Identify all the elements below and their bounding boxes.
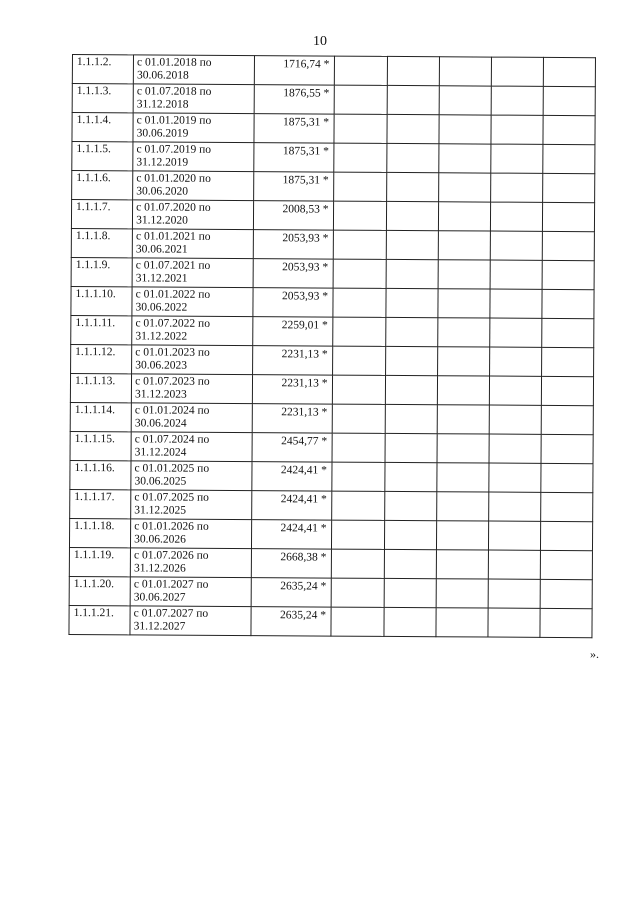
table-row [69,518,592,550]
row-number-cell: 1.1.1.15. [70,431,131,460]
period-end-line: 30.06.2025 [134,475,187,488]
tariff-value-cell: 2008,53 * [254,201,334,230]
period-cell [131,374,252,404]
empty-cell [543,57,595,86]
period-start-line: с 01.01.2020 по [136,172,211,185]
empty-cell [333,375,385,404]
table-row [71,286,594,318]
empty-cell [541,376,593,405]
tariff-value-cell: 2424,41 * [252,491,332,520]
tariff-value-cell: 1875,31 * [254,172,334,201]
empty-cell [438,289,490,318]
empty-cell [541,347,593,376]
period-cell [131,490,252,520]
empty-cell [334,172,386,201]
empty-cell [488,550,540,579]
period-cell [131,403,252,433]
empty-cell [332,433,384,462]
period-start-line: с 01.01.2027 по [133,578,209,591]
tariff-value-cell: 2424,41 * [252,462,332,491]
empty-cell [540,579,592,608]
period-cell [133,113,254,143]
table-row [71,315,594,347]
empty-cell [542,173,594,202]
table-row [69,605,592,637]
row-number-cell: 1.1.1.2. [72,55,133,84]
empty-cell [488,521,540,550]
empty-cell [333,288,385,317]
empty-cell [385,346,437,375]
empty-cell [436,579,488,608]
table-row [72,171,595,203]
period-start-line: с 01.07.2019 по [136,143,212,156]
empty-cell [436,550,488,579]
period-end-line: 31.12.2021 [135,272,188,285]
empty-cell [490,289,542,318]
empty-cell [542,318,594,347]
empty-cell [335,85,387,114]
period-end-line: 30.06.2023 [135,359,187,372]
empty-cell [438,202,490,231]
period-end-line: 31.12.2023 [134,388,187,401]
period-start-line: с 01.01.2018 по [137,56,212,69]
empty-cell [540,550,592,579]
table-row [71,228,594,260]
period-start-line: с 01.07.2026 по [134,549,209,562]
empty-cell [385,404,437,433]
period-start-line: с 01.07.2023 по [135,375,210,388]
period-end-line: 31.12.2027 [133,620,186,633]
row-number-cell: 1.1.1.4. [72,113,133,142]
period-cell [132,316,253,346]
empty-cell [437,347,489,376]
empty-cell [385,375,437,404]
period-end-line: 31.12.2018 [136,98,189,111]
empty-cell [436,521,488,550]
tariff-value-cell: 2668,38 * [252,549,332,578]
empty-cell [542,289,594,318]
table-row [70,431,593,463]
row-number-cell: 1.1.1.11. [71,315,132,344]
row-number-cell: 1.1.1.9. [71,257,132,286]
tariff-value-cell: 1875,31 * [254,114,334,143]
empty-cell [436,463,488,492]
period-start-line: с 01.07.2027 по [133,607,209,620]
period-start-line: с 01.07.2025 по [134,491,209,504]
period-cell [133,84,254,114]
empty-cell [491,86,543,115]
period-start-line: с 01.07.2022 по [135,317,211,330]
empty-cell [438,260,490,289]
empty-cell [438,173,490,202]
row-number-cell: 1.1.1.6. [72,171,133,200]
empty-cell [334,259,386,288]
period-start-line: с 01.01.2019 по [136,114,212,127]
row-number-cell: 1.1.1.19. [69,547,130,576]
period-cell [133,55,254,85]
empty-cell [491,144,543,173]
period-cell [133,171,254,201]
empty-cell [335,56,387,85]
empty-cell [438,231,490,260]
tariff-value-cell: 2635,24 * [251,578,331,607]
empty-cell [333,346,385,375]
period-cell [133,200,254,230]
row-number-cell: 1.1.1.3. [72,84,133,113]
empty-cell [490,202,542,231]
empty-cell [332,491,384,520]
period-cell [131,461,252,491]
period-start-line: с 01.07.2018 по [136,85,212,98]
empty-cell [332,520,384,549]
row-number-cell: 1.1.1.12. [71,344,132,373]
empty-cell [334,114,386,143]
period-cell [132,229,253,259]
tariff-value-cell: 2635,24 * [251,607,331,636]
period-end-line: 30.06.2026 [134,533,186,546]
period-start-line: с 01.07.2021 по [135,259,211,272]
period-cell [132,287,253,317]
tariff-value-cell: 2053,93 * [253,288,333,317]
period-start-line: с 01.01.2026 по [134,520,209,533]
empty-cell [437,405,489,434]
row-number-cell: 1.1.1.7. [71,200,132,229]
empty-cell [437,434,489,463]
empty-cell [386,230,438,259]
period-end-line: 30.06.2021 [135,243,188,256]
table-row [72,113,595,145]
empty-cell [542,202,594,231]
row-number-cell: 1.1.1.16. [70,460,131,489]
tariff-value-cell: 2424,41 * [252,520,332,549]
table-row [70,460,593,492]
empty-cell [334,143,386,172]
period-start-line: с 01.01.2023 по [135,346,210,359]
table-row [71,344,594,376]
tariff-value-cell: 2454,77 * [252,433,332,462]
row-number-cell: 1.1.1.5. [72,142,133,171]
period-end-line: 31.12.2024 [134,446,187,459]
period-cell [130,577,251,607]
empty-cell [541,405,593,434]
period-end-line: 30.06.2018 [136,69,189,82]
period-cell [132,258,253,288]
empty-cell [437,318,489,347]
period-end-line: 30.06.2019 [136,127,189,140]
period-start-line: с 01.07.2020 по [136,201,211,214]
empty-cell [540,521,592,550]
table-row [70,489,593,521]
empty-cell [490,260,542,289]
period-end-line: 30.06.2020 [136,185,189,198]
empty-cell [384,520,436,549]
empty-cell [384,607,436,636]
period-end-line: 30.06.2024 [134,417,187,430]
period-end-line: 30.06.2027 [133,591,186,604]
empty-cell [490,231,542,260]
tariff-value-cell: 2231,13 * [253,346,333,375]
empty-cell [491,57,543,86]
period-end-line: 31.12.2019 [136,156,189,169]
empty-cell [385,288,437,317]
period-cell [133,142,254,172]
row-number-cell: 1.1.1.20. [69,576,130,605]
empty-cell [489,463,541,492]
empty-cell [384,462,436,491]
period-cell [131,432,252,462]
table-row [72,84,595,116]
table-row [71,200,594,232]
tariff-value-cell: 2231,13 * [253,404,333,433]
period-cell [131,519,252,549]
empty-cell [386,259,438,288]
table-row [70,373,593,405]
empty-cell [489,376,541,405]
period-end-line: 31.12.2020 [136,214,188,227]
empty-cell [543,115,595,144]
empty-cell [384,549,436,578]
empty-cell [331,607,383,636]
empty-cell [437,376,489,405]
row-number-cell: 1.1.1.14. [70,402,131,431]
empty-cell [488,608,540,637]
table-row [70,402,593,434]
tariff-value-cell: 2053,93 * [253,259,333,288]
period-end-line: 31.12.2026 [133,562,186,575]
empty-cell [489,405,541,434]
empty-cell [436,492,488,521]
empty-cell [387,56,439,85]
empty-cell [543,86,595,115]
empty-cell [439,86,491,115]
period-start-line: с 01.01.2021 по [135,230,211,243]
empty-cell [384,578,436,607]
empty-cell [488,492,540,521]
tariff-value-cell: 1875,31 * [254,143,334,172]
empty-cell [438,144,490,173]
empty-cell [491,115,543,144]
closing-quote-mark: ». [590,647,599,661]
tariff-value-cell: 2259,01 * [253,317,333,346]
tariff-value-cell: 2231,13 * [253,375,333,404]
period-cell [130,548,251,578]
row-number-cell: 1.1.1.10. [71,286,132,315]
table-row [72,55,595,87]
empty-cell [439,57,491,86]
table-row [72,142,595,174]
empty-cell [332,462,384,491]
period-end-line: 30.06.2022 [135,301,188,314]
table-row [69,547,592,579]
empty-cell [384,491,436,520]
table-row [71,257,594,289]
empty-cell [334,230,386,259]
empty-cell [386,201,438,230]
empty-cell [542,260,594,289]
period-cell [132,345,253,375]
period-end-line: 31.12.2025 [134,504,187,517]
empty-cell [543,144,595,173]
empty-cell [385,317,437,346]
tariff-table [68,54,596,638]
empty-cell [490,173,542,202]
empty-cell [387,85,439,114]
empty-cell [540,492,592,521]
tariff-value-cell: 2053,93 * [254,230,334,259]
empty-cell [334,201,386,230]
empty-cell [488,579,540,608]
period-start-line: с 01.01.2022 по [135,288,211,301]
empty-cell [489,347,541,376]
period-start-line: с 01.01.2024 по [134,404,210,417]
empty-cell [541,434,593,463]
period-start-line: с 01.07.2024 по [134,433,210,446]
row-number-cell: 1.1.1.8. [71,228,132,257]
empty-cell [387,114,439,143]
empty-cell [385,433,437,462]
row-number-cell: 1.1.1.13. [70,373,131,402]
empty-cell [439,115,491,144]
tariff-value-cell: 1716,74 * [255,56,335,85]
empty-cell [489,318,541,347]
table-row [69,576,592,608]
empty-cell [542,231,594,260]
row-number-cell: 1.1.1.21. [69,605,130,634]
empty-cell [332,549,384,578]
period-end-line: 31.12.2022 [135,330,188,343]
empty-cell [541,463,593,492]
tariff-value-cell: 1876,55 * [254,85,334,114]
empty-cell [333,317,385,346]
empty-cell [489,434,541,463]
empty-cell [386,172,438,201]
table-body [69,55,596,638]
period-cell [130,606,251,636]
empty-cell [436,608,488,637]
page-number: 10 [313,34,327,49]
period-start-line: с 01.01.2025 по [134,462,210,475]
row-number-cell: 1.1.1.17. [70,489,131,518]
empty-cell [386,143,438,172]
row-number-cell: 1.1.1.18. [69,518,130,547]
empty-cell [333,404,385,433]
empty-cell [332,578,384,607]
empty-cell [540,608,592,637]
